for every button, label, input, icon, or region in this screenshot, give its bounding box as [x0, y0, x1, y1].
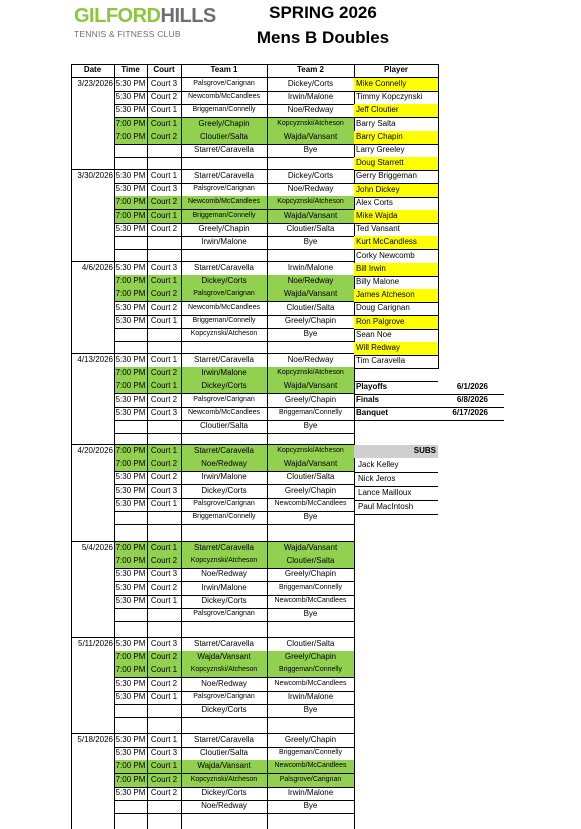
player-name: Alex Corts	[356, 198, 393, 207]
match-team2: Irwin/Malone	[287, 788, 334, 797]
match-court: Court 1	[147, 210, 181, 223]
match-time	[114, 704, 147, 717]
match-time: 5:30 PM	[115, 355, 146, 364]
match-team2: Greely/Chapin	[284, 735, 337, 744]
match-team2: Newcomb/McCandlees	[274, 500, 347, 507]
match-time: 7:00 PM	[114, 664, 147, 677]
match-team2: Dickey/Corts	[287, 79, 334, 88]
match-time: 7:00 PM	[114, 275, 147, 288]
match-team1: Dickey/Corts	[201, 486, 247, 495]
match-court: Court 2	[150, 472, 178, 481]
match-team1: Greely/Chapin	[181, 118, 267, 131]
grid-line	[114, 341, 354, 342]
match-time: 7:00 PM	[114, 458, 147, 471]
header-court: Court	[153, 65, 175, 74]
match-time: 5:30 PM	[115, 171, 146, 180]
match-court: Court 2	[147, 651, 181, 664]
match-court	[147, 328, 181, 341]
match-team2: Wajda/Vansant	[267, 288, 354, 301]
header-date: Date	[83, 65, 102, 74]
match-time	[114, 420, 147, 433]
player-name: John Dickey	[354, 184, 438, 197]
match-time: 5:30 PM	[115, 472, 146, 481]
match-team1: Starret/Caravella	[193, 171, 255, 180]
match-team1: Palsgrove/Carignan	[181, 288, 267, 301]
match-court: Court 2	[147, 131, 181, 144]
week-date: 5/4/2026	[81, 543, 113, 552]
sub-name: Paul MacIntosh	[358, 502, 414, 511]
player-name: Sean Noe	[356, 330, 392, 339]
match-court	[147, 144, 181, 157]
match-court: Court 1	[150, 316, 178, 325]
match-time: 7:00 PM	[114, 131, 147, 144]
match-time: 5:30 PM	[115, 263, 146, 272]
match-court	[147, 800, 181, 813]
match-time: 5:30 PM	[115, 79, 146, 88]
match-team1: Greely/Chapin	[198, 224, 250, 233]
match-team2: Irwin/Malone	[287, 92, 334, 101]
match-court: Court 2	[150, 679, 178, 688]
match-team1: Briggeman/Connelly	[192, 106, 256, 113]
match-team1: Starret/Caravella	[193, 735, 255, 744]
grid-line	[114, 813, 354, 814]
match-time: 5:30 PM	[115, 679, 146, 688]
match-court: Court 2	[150, 303, 178, 312]
grid-line	[354, 381, 438, 382]
week-date: 4/6/2026	[81, 263, 113, 272]
match-team1: Starret/Caravella	[181, 542, 267, 555]
match-team1: Dickey/Corts	[201, 596, 247, 605]
match-court: Court 1	[147, 542, 181, 555]
club-logo	[74, 4, 216, 48]
header-time: Time	[121, 65, 140, 74]
match-time: 7:00 PM	[114, 288, 147, 301]
match-team2: Kopcyznski/Atcheson	[267, 445, 354, 458]
match-time: 5:30 PM	[115, 92, 146, 101]
match-team2: Palsgrove/Carignan	[267, 774, 354, 787]
header-team2: Team 2	[297, 65, 324, 74]
player-name: Will Redway	[354, 342, 438, 355]
match-court: Court 1	[150, 692, 178, 701]
match-time: 5:30 PM	[115, 105, 146, 114]
sub-name: Jack Kelley	[358, 460, 399, 469]
match-team2: Dickey/Corts	[287, 171, 334, 180]
match-time: 5:30 PM	[115, 639, 146, 648]
match-court: Court 2	[147, 196, 181, 209]
sub-name: Nick Jeros	[358, 474, 396, 483]
match-team1: Palsgrove/Carignan	[193, 185, 255, 192]
player-name: Barry Salta	[356, 119, 396, 128]
match-team1: Dickey/Corts	[201, 705, 247, 714]
match-court	[147, 608, 181, 621]
match-time: 5:30 PM	[115, 596, 146, 605]
match-court: Court 2	[150, 395, 178, 404]
match-team2: Greely/Chapin	[284, 486, 337, 495]
match-team1: Cloutier/Salta	[181, 131, 267, 144]
grid-line	[71, 64, 72, 829]
player-name: Ted Vansant	[356, 224, 400, 233]
match-team1: Starret/Caravella	[193, 639, 255, 648]
match-team1: Palsgrove/Carignan	[193, 610, 255, 617]
match-court: Court 1	[150, 355, 178, 364]
match-time: 5:30 PM	[115, 316, 146, 325]
match-team1: Dickey/Corts	[181, 380, 267, 393]
match-time: 7:00 PM	[114, 196, 147, 209]
match-time: 5:30 PM	[115, 408, 146, 417]
match-team2: Greely/Chapin	[284, 395, 337, 404]
player-name: Tim Caravella	[356, 356, 406, 365]
match-team2: Cloutier/Salta	[286, 224, 335, 233]
match-team1: Palsgrove/Carignan	[193, 80, 255, 87]
match-team1: Starret/Caravella	[193, 355, 255, 364]
match-court	[147, 236, 181, 249]
match-court: Court 2	[147, 288, 181, 301]
match-team2: Cloutier/Salta	[286, 472, 335, 481]
match-team2: Noe/Redway	[287, 184, 334, 193]
match-team2: Greely/Chapin	[284, 569, 337, 578]
match-court: Court 2	[147, 774, 181, 787]
match-team1: Irwin/Malone	[201, 583, 247, 592]
match-team1: Noe/Redway	[181, 458, 267, 471]
player-name: Doug Starrett	[354, 157, 438, 170]
match-team2: Kopcyznski/Atcheson	[267, 367, 354, 380]
match-team2: Cloutier/Salta	[286, 639, 335, 648]
match-team2: Greely/Chapin	[267, 651, 354, 664]
match-team1: Palsgrove/Carignan	[193, 500, 255, 507]
player-name: Barry Chapin	[354, 131, 438, 144]
match-time	[114, 608, 147, 621]
match-team2: Wajda/Vansant	[267, 210, 354, 223]
event-date: 6/8/2026	[456, 395, 488, 404]
match-court: Court 1	[150, 171, 178, 180]
match-time	[114, 144, 147, 157]
match-team1: Kopcyznski/Atcheson	[181, 664, 267, 677]
grid-line	[114, 64, 115, 829]
match-time: 5:30 PM	[115, 486, 146, 495]
match-team2: Bye	[303, 329, 318, 338]
match-court	[147, 420, 181, 433]
player-name: Larry Greeley	[356, 145, 405, 154]
grid-line	[438, 64, 439, 369]
player-name: Mike Connelly	[354, 78, 438, 91]
match-time: 7:00 PM	[114, 760, 147, 773]
match-court: Court 1	[150, 499, 178, 508]
match-court	[147, 511, 181, 524]
match-team1: Irwin/Malone	[201, 472, 247, 481]
match-time: 5:30 PM	[115, 788, 146, 797]
match-time: 5:30 PM	[115, 569, 146, 578]
week-date: 4/20/2026	[77, 446, 113, 455]
match-court: Court 2	[147, 458, 181, 471]
player-name: Billy Malone	[356, 277, 400, 286]
grid-line	[114, 157, 354, 158]
match-court: Court 2	[147, 555, 181, 568]
grid-line	[114, 621, 354, 622]
match-team2: Irwin/Malone	[287, 263, 334, 272]
event-date: 6/1/2026	[456, 382, 488, 391]
match-time: 7:00 PM	[114, 542, 147, 555]
match-time: 5:30 PM	[115, 583, 146, 592]
match-time	[114, 800, 147, 813]
match-team2: Newcomb/McCandlees	[274, 680, 347, 687]
grid-line	[354, 514, 438, 515]
grid-line	[114, 717, 354, 718]
match-court: Court 3	[150, 263, 178, 272]
player-name: Jeff Cloutier	[354, 104, 438, 117]
match-team2: Bye	[303, 801, 318, 810]
match-team2: Bye	[303, 705, 318, 714]
match-time: 7:00 PM	[114, 380, 147, 393]
match-court: Court 1	[150, 735, 178, 744]
match-court: Court 2	[150, 92, 178, 101]
match-team1: Noe/Redway	[201, 569, 247, 578]
match-team2: Wajda/Vansant	[267, 380, 354, 393]
match-time: 5:30 PM	[115, 499, 146, 508]
match-team2: Bye	[303, 609, 318, 618]
match-court: Court 3	[150, 184, 178, 193]
grid-line	[354, 368, 438, 369]
event-label: Playoffs	[356, 382, 388, 391]
match-court: Court 2	[147, 367, 181, 380]
match-team2: Cloutier/Salta	[267, 555, 354, 568]
match-team2: Bye	[303, 145, 318, 154]
match-team1: Dickey/Corts	[201, 788, 247, 797]
week-date: 3/30/2026	[77, 171, 113, 180]
match-time: 7:00 PM	[114, 210, 147, 223]
match-team2: Wajda/Vansant	[267, 458, 354, 471]
header-team1: Team 1	[210, 65, 238, 74]
match-team1: Noe/Redway	[201, 679, 247, 688]
match-time: 7:00 PM	[114, 555, 147, 568]
match-team1: Wajda/Vansant	[181, 651, 267, 664]
match-court: Court 1	[147, 445, 181, 458]
match-time: 7:00 PM	[114, 651, 147, 664]
match-team2: Newcomb/McCandlees	[274, 597, 347, 604]
grid-line	[114, 433, 354, 434]
match-team1: Irwin/Malone	[181, 367, 267, 380]
match-team2: Wajda/Vansant	[267, 131, 354, 144]
match-team2: Cloutier/Salta	[286, 303, 335, 312]
grid-line	[114, 249, 354, 250]
match-team1: Starret/Caravella	[181, 445, 267, 458]
match-team2: Irwin/Malone	[287, 692, 334, 701]
match-court: Court 2	[150, 583, 178, 592]
match-court: Court 2	[150, 788, 178, 797]
match-time	[114, 511, 147, 524]
match-time: 5:30 PM	[115, 303, 146, 312]
match-team1: Cloutier/Salta	[199, 421, 249, 430]
match-time	[114, 236, 147, 249]
event-label: Banquet	[356, 408, 388, 417]
match-time: 7:00 PM	[114, 774, 147, 787]
match-team1: Palsgrove/Carignan	[193, 693, 255, 700]
match-time: 5:30 PM	[115, 224, 146, 233]
event-date: 6/17/2026	[452, 408, 488, 417]
match-team1: Palsgrove/Carignan	[193, 396, 255, 403]
match-time: 5:30 PM	[115, 748, 146, 757]
match-court: Court 3	[150, 639, 178, 648]
match-time: 5:30 PM	[115, 395, 146, 404]
match-team2: Wajda/Vansant	[267, 542, 354, 555]
player-name: Gerry Briggeman	[356, 171, 417, 180]
player-name: Doug Carignan	[356, 303, 410, 312]
match-team2: Noe/Redway	[287, 105, 334, 114]
match-team2: Noe/Redway	[267, 275, 354, 288]
match-time: 7:00 PM	[114, 445, 147, 458]
match-court: Court 3	[150, 408, 178, 417]
header-player: Player	[383, 65, 409, 74]
match-team1: Cloutier/Salta	[199, 748, 249, 757]
grid-line	[181, 64, 182, 829]
match-team1: Starret/Caravella	[193, 145, 255, 154]
match-time: 5:30 PM	[115, 735, 146, 744]
match-time: 7:00 PM	[114, 367, 147, 380]
season-title: SPRING 2026	[269, 3, 377, 22]
match-team1: Kopcyznski/Atcheson	[181, 774, 267, 787]
week-date: 5/11/2026	[78, 639, 113, 648]
match-court: Court 1	[147, 118, 181, 131]
match-team1: Briggeman/Connelly	[181, 210, 267, 223]
match-team1: Briggeman/Connelly	[192, 513, 256, 520]
match-team1: Kopcyznski/Atcheson	[190, 330, 258, 337]
match-court: Court 1	[147, 275, 181, 288]
match-team1: Irwin/Malone	[201, 237, 247, 246]
match-court: Court 1	[147, 664, 181, 677]
match-team2: Kopcyznski/Atcheson	[267, 118, 354, 131]
match-team2: Bye	[303, 512, 318, 521]
match-court: Court 1	[147, 380, 181, 393]
subs-header: SUBS	[354, 445, 438, 458]
match-court	[147, 704, 181, 717]
match-team1: Newcomb/McCandlees	[181, 196, 267, 209]
grid-line	[267, 64, 268, 829]
match-team1: Newcomb/McCandlees	[188, 409, 260, 416]
match-team2: Bye	[303, 421, 318, 430]
sub-name: Lance Mailloux	[358, 488, 412, 497]
league-title: Mens B Doubles	[256, 28, 390, 47]
match-court: Court 3	[150, 569, 178, 578]
player-name: Bill Irwin	[354, 263, 438, 276]
player-name: Timmy Kopczynski	[356, 92, 423, 101]
week-date: 4/13/2026	[77, 355, 113, 364]
match-time: 5:30 PM	[115, 184, 146, 193]
match-team1: Kopcyznski/Atcheson	[181, 555, 267, 568]
logo-brand: GILFORDHILLS	[74, 5, 216, 27]
player-name: James Atcheson	[354, 289, 438, 302]
match-team2: Briggeman/Connelly	[278, 409, 343, 416]
match-court: Court 1	[147, 760, 181, 773]
match-team2: Bye	[303, 237, 318, 246]
week-date: 3/23/2026	[77, 79, 113, 88]
grid-line	[71, 64, 438, 65]
match-court: Court 3	[150, 748, 178, 757]
player-name: Mike Wajda	[354, 210, 438, 223]
match-time	[114, 328, 147, 341]
event-label: Finals	[356, 395, 380, 404]
grid-line	[147, 64, 148, 829]
match-team2: Kopcyznski/Atcheson	[267, 196, 354, 209]
match-team1: Starret/Caravella	[193, 263, 255, 272]
match-team2: Noe/Redway	[287, 355, 334, 364]
match-time: 7:00 PM	[114, 118, 147, 131]
match-time: 5:30 PM	[115, 692, 146, 701]
grid-line	[114, 524, 354, 525]
match-court: Court 1	[150, 596, 178, 605]
player-name: Kurt McCandless	[354, 236, 438, 249]
week-date: 5/18/2026	[77, 735, 113, 744]
match-team2: Briggeman/Connelly	[278, 749, 343, 756]
logo-tagline: TENNIS & FITNESS CLUB	[74, 29, 181, 39]
match-court: Court 3	[150, 486, 178, 495]
match-team1: Dickey/Corts	[181, 275, 267, 288]
match-team2: Greely/Chapin	[284, 316, 337, 325]
match-team1: Noe/Redway	[201, 801, 247, 810]
match-team1: Wajda/Vansant	[181, 760, 267, 773]
match-court: Court 2	[150, 224, 178, 233]
match-court: Court 1	[150, 105, 178, 114]
player-name: Ron Palgrove	[354, 316, 438, 329]
grid-line	[354, 420, 504, 421]
match-team2: Briggeman/Connelly	[278, 584, 343, 591]
match-team2: Newcomb/McCandlees	[267, 760, 354, 773]
match-team2: Briggeman/Connelly	[267, 664, 354, 677]
match-court: Court 3	[150, 79, 178, 88]
match-team1: Newcomb/McCandlees	[188, 93, 260, 100]
player-name: Corky Newcomb	[356, 251, 415, 260]
match-team1: Newcomb/McCandlees	[188, 304, 260, 311]
match-team1: Briggeman/Connelly	[192, 317, 256, 324]
